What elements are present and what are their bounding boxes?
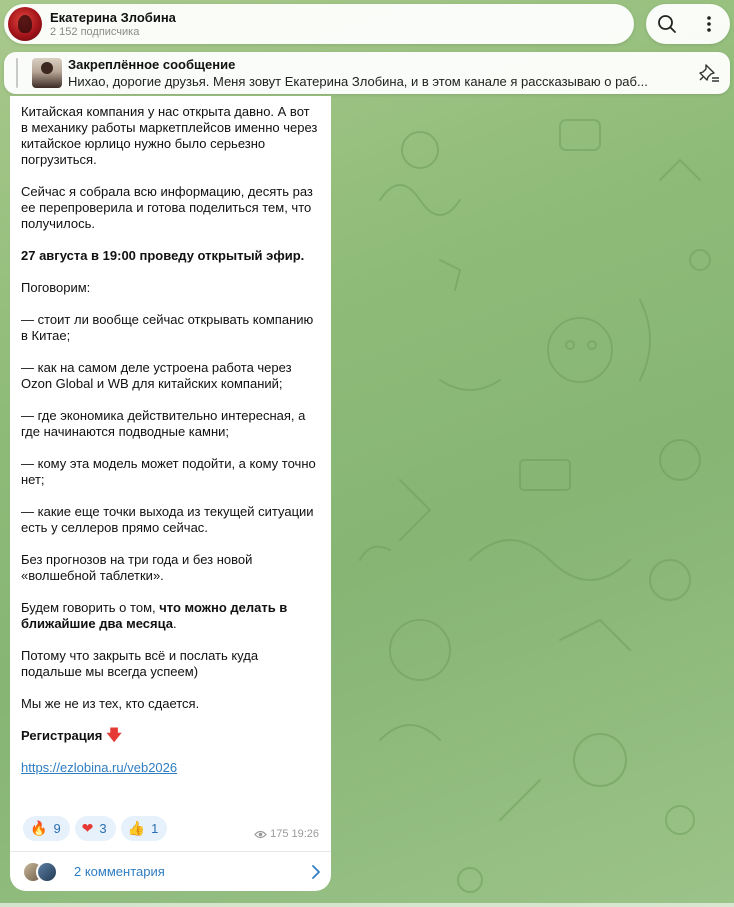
post-paragraph: Без прогнозов на три года и без новой «волшебной таблетки». xyxy=(21,552,253,583)
pinned-title: Закреплённое сообщение xyxy=(68,57,236,72)
pinned-indicator xyxy=(16,58,18,88)
more-vertical-icon[interactable] xyxy=(694,9,724,39)
composer-edge xyxy=(0,903,734,907)
post-bullet: — кому эта модель может подойти, а кому точно нет; xyxy=(21,456,316,487)
post-paragraph: Мы же не из тех, кто сдается. xyxy=(21,696,200,711)
commenter-avatar xyxy=(36,861,58,883)
post-text-bold: что можно делать в ближайшие два месяца xyxy=(21,600,288,631)
comments-button[interactable] xyxy=(10,851,331,891)
fire-icon: 🔥 xyxy=(30,820,48,836)
post-paragraph: Китайская компания у нас открыта давно. А вот в механику работы маркетплейсов именно через китайское юрлицо нужно было серьезно погрузиться. xyxy=(21,104,318,167)
reactions-bar xyxy=(23,816,167,841)
pin-list-icon[interactable] xyxy=(698,63,720,88)
post-time: 19:26 xyxy=(291,828,319,840)
reaction-fire[interactable] xyxy=(23,816,70,841)
thumbs-up-icon: 👍 xyxy=(127,820,146,836)
reaction-heart[interactable] xyxy=(75,816,116,841)
reaction-count: 1 xyxy=(151,821,159,836)
subscriber-count: 2 152 подписчика xyxy=(50,26,140,38)
post-text-segment: . xyxy=(173,616,177,631)
post-event-date: 27 августа в 19:00 проведу открытый эфир. xyxy=(21,248,305,263)
header-actions xyxy=(646,4,730,44)
post-paragraph: Поговорим: xyxy=(21,280,91,295)
channel-post xyxy=(10,96,331,891)
arrow-down-icon: 🡇 xyxy=(106,727,122,744)
post-bullet: — какие еще точки выхода из текущей ситуации есть у селлеров прямо сейчас. xyxy=(21,504,314,535)
channel-name: Екатерина Злобина xyxy=(50,10,176,25)
chat-header[interactable] xyxy=(4,4,634,44)
pinned-preview: Нихао, дорогие друзья. Меня зовут Екатерина Злобина, и в этом канале я рассказываю о раб... xyxy=(68,74,648,89)
pinned-message[interactable] xyxy=(4,52,730,94)
chevron-right-icon xyxy=(311,864,321,885)
view-count: 175 xyxy=(270,828,289,840)
post-bullet: — где экономика действительно интересная, а где начинаются подводные камни; xyxy=(21,408,306,439)
channel-avatar[interactable] xyxy=(8,7,42,41)
post-meta xyxy=(254,828,319,840)
heart-icon: ❤ xyxy=(81,820,94,836)
eye-icon xyxy=(254,830,267,839)
reaction-thumbs-up[interactable] xyxy=(121,816,168,841)
pinned-thumbnail xyxy=(32,58,62,88)
post-text-segment: Будем говорить о том, xyxy=(21,600,160,615)
reaction-count: 3 xyxy=(99,821,107,836)
post-paragraph: Потому что закрыть всё и послать куда подальше мы всегда успеем) xyxy=(21,648,259,679)
registration-link[interactable]: https://ezlobina.ru/veb2026 xyxy=(21,760,178,775)
reaction-count: 9 xyxy=(53,821,61,836)
search-icon[interactable] xyxy=(652,9,682,39)
registration-label: Регистрация xyxy=(21,728,103,743)
post-bullet: — как на самом деле устроена работа через Ozon Global и WB для китайских компаний; xyxy=(21,360,292,391)
post-bullet: — стоит ли вообще сейчас открывать компанию в Китае; xyxy=(21,312,314,343)
post-text xyxy=(21,104,320,776)
comments-label: 2 комментария xyxy=(74,864,165,879)
post-paragraph: Сейчас я собрала всю информацию, десять раз ее перепроверила и готова поделиться тем, что получилось. xyxy=(21,184,313,231)
